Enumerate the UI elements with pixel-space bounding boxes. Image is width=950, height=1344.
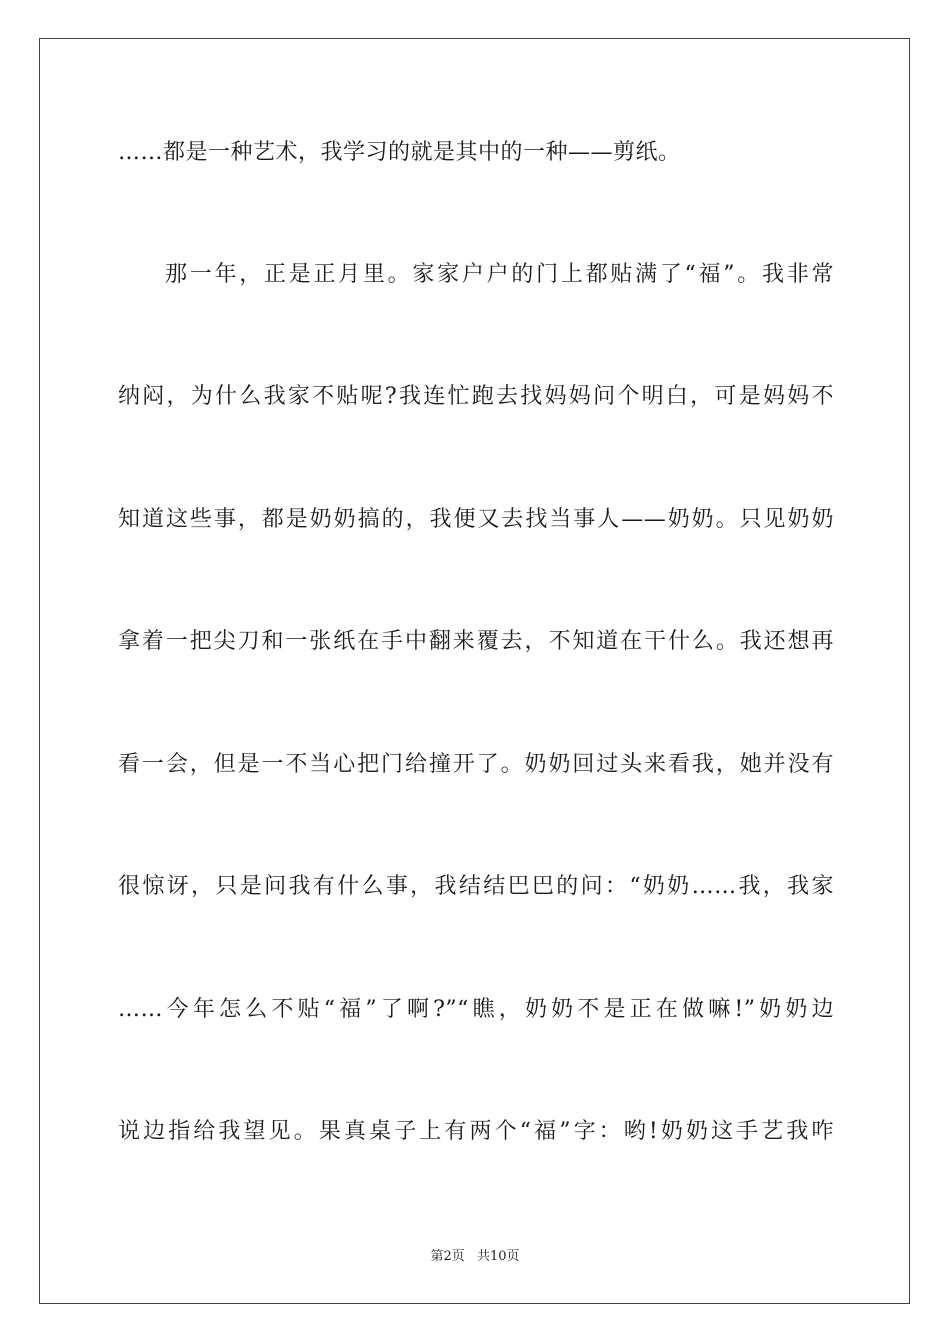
text-line-4: 知道这些事，都是奶奶搞的，我便又去找当事人——奶奶。只见奶奶 — [118, 507, 834, 532]
text-line-7: 很惊讶，只是问我有什么事，我结结巴巴的问：“奶奶……我，我家 — [118, 874, 834, 899]
page-footer — [0, 1248, 950, 1266]
page-border — [39, 38, 910, 1304]
text-line-3: 纳闷，为什么我家不贴呢?我连忙跑去找妈妈问个明白，可是妈妈不 — [118, 384, 834, 409]
text-line-9: 说边指给我望见。果真桌子上有两个“福”字：哟!奶奶这手艺我咋 — [118, 1119, 834, 1144]
page-number: 第2页 — [430, 1249, 465, 1264]
text-line-2: 那一年，正是正月里。家家户户的门上都贴满了“福”。我非常 — [165, 262, 834, 287]
text-line-6: 看一会，但是一不当心把门给撞开了。奶奶回过头来看我，她并没有 — [118, 752, 834, 777]
text-line-8: ……今年怎么不贴“福”了啊?”“瞧，奶奶不是正在做嘛!”奶奶边 — [118, 997, 834, 1022]
page-total: 共10页 — [476, 1249, 520, 1264]
text-line-1: ……都是一种艺术，我学习的就是其中的一种——剪纸。 — [118, 140, 681, 165]
text-line-5: 拿着一把尖刀和一张纸在手中翻来覆去，不知道在干什么。我还想再 — [118, 629, 834, 654]
